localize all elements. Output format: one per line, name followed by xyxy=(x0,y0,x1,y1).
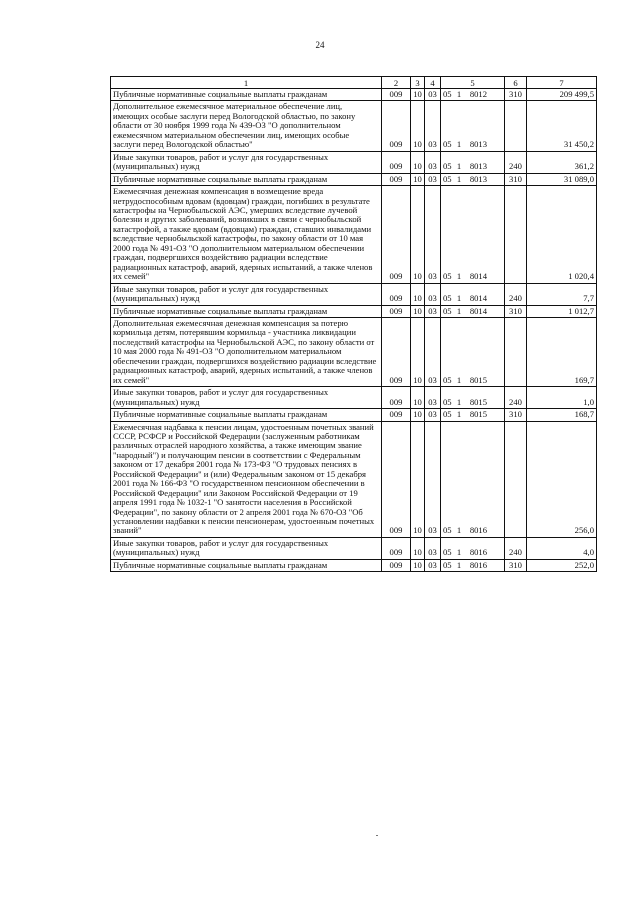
target-article-part: 1 xyxy=(456,271,462,282)
row-section-code: 10 xyxy=(411,559,425,571)
row-amount: 1 012,7 xyxy=(527,305,597,317)
row-section-code: 10 xyxy=(411,305,425,317)
row-ministry-code: 009 xyxy=(382,173,411,185)
row-section-code: 10 xyxy=(411,151,425,173)
col-header-2: 2 xyxy=(382,77,411,89)
row-description: Ежемесячная денежная компенсация в возмещение вреда нетрудоспособным вдовам (вдовцам) граждан, погибших в результате катастрофы на Чернобыльской АЭС, умерших вследствие лучевой болезни и других заболеваний, возникших в связи с чернобыльской катастрофой, а также вдовам (вдовцам) граждан, ставших инвалидами вследствие чернобыльской катастрофы, по закону области от 10 мая 2000 года № 491-ОЗ "О дополнительном материальном обеспечении граждан, подвергшихся воздействию радиации вследствие радиационных катастроф, аварий, ядерных испытаний, а также членов их семей" xyxy=(111,186,382,284)
row-description: Иные закупки товаров, работ и услуг для государственных (муниципальных) нужд xyxy=(111,537,382,559)
table-row xyxy=(111,305,597,317)
target-article-part: 05 xyxy=(443,161,452,172)
target-article-part: 05 xyxy=(443,173,452,184)
row-ministry-code: 009 xyxy=(382,387,411,409)
table-row xyxy=(111,559,597,571)
row-expense-type: 310 xyxy=(505,559,527,571)
row-ministry-code: 009 xyxy=(382,283,411,305)
row-description: Дополнительная ежемесячная денежная компенсация за потерю кормильца детям, потерявшим кормильца - участника ликвидации последствий катастрофы на Чернобыльской АЭС, по закону области от 10 мая 2000 года № 491-ОЗ "О дополнительном материальном обеспечении граждан, подвергшихся воздействию радиации вследствие радиационных катастроф, аварий, ядерных испытаний, а также членов их семей" xyxy=(111,317,382,386)
target-article-part: 1 xyxy=(456,139,462,150)
row-description: Дополнительное ежемесячное материальное обеспечение лиц, имеющих особые заслуги перед Вологодской областью, по закону области от 30 ноября 1999 года № 439-ОЗ "О дополнительном ежемесячном материальном обеспечении лиц, имеющих особые заслуги перед Вологодской областью" xyxy=(111,101,382,151)
row-target-article xyxy=(441,173,505,185)
row-description: Ежемесячная надбавка к пенсии лицам, удостоенным почетных званий СССР, РСФСР и Российской Федерации (заслуженным работникам различных отраслей народного хозяйства, а также имеющим звание "народный") и получающим пенсии в соответствии с Федеральным законом от 17 декабря 2001 года № 173-ФЗ "О трудовых пенсиях в Российской Федерации" и (или) Федеральным законом от 15 декабря 2001 года № 166-ФЗ "О государственном пенсионном обеспечении в Российской Федерации" или Законом Российской Федерации от 19 апреля 1991 года № 1032-1 "О занятости населения в Российской Федерации", по закону области от 2 апреля 2001 года № 670-ОЗ "Об установлении надбавки к пенсии пенсионерам, удостоенным почетных званий" xyxy=(111,421,382,537)
col-header-7: 7 xyxy=(527,77,597,89)
table-row xyxy=(111,101,597,151)
row-expense-type: 240 xyxy=(505,387,527,409)
row-section-code: 10 xyxy=(411,537,425,559)
row-subsection-code: 03 xyxy=(425,173,441,185)
row-ministry-code: 009 xyxy=(382,421,411,537)
target-article-part: 1 xyxy=(456,161,462,172)
row-section-code: 10 xyxy=(411,317,425,386)
row-amount: 361,2 xyxy=(527,151,597,173)
row-ministry-code: 009 xyxy=(382,537,411,559)
row-amount: 256,0 xyxy=(527,421,597,537)
target-article-part: 05 xyxy=(443,396,452,407)
row-subsection-code: 03 xyxy=(425,387,441,409)
table-row xyxy=(111,151,597,173)
target-article-part: 05 xyxy=(443,525,452,536)
row-target-article xyxy=(441,305,505,317)
row-description: Публичные нормативные социальные выплаты гражданам xyxy=(111,559,382,571)
target-article-part: 1 xyxy=(456,374,462,385)
row-amount: 31 089,0 xyxy=(527,173,597,185)
row-ministry-code: 009 xyxy=(382,101,411,151)
target-article-part: 1 xyxy=(456,396,462,407)
row-subsection-code: 03 xyxy=(425,151,441,173)
row-subsection-code: 03 xyxy=(425,186,441,284)
budget-table xyxy=(110,76,597,572)
target-article-part: 05 xyxy=(443,305,452,316)
target-article-part: 1 xyxy=(456,305,462,316)
target-article-part: 8013 xyxy=(469,173,487,184)
row-ministry-code: 009 xyxy=(382,317,411,386)
target-article-part: 8015 xyxy=(469,409,487,420)
row-expense-type: 240 xyxy=(505,151,527,173)
row-target-article xyxy=(441,537,505,559)
row-expense-type xyxy=(505,101,527,151)
row-ministry-code: 009 xyxy=(382,89,411,101)
row-expense-type: 310 xyxy=(505,173,527,185)
row-section-code: 10 xyxy=(411,89,425,101)
row-target-article xyxy=(441,151,505,173)
col-header-3: 3 xyxy=(411,77,425,89)
row-target-article xyxy=(441,409,505,421)
row-amount: 252,0 xyxy=(527,559,597,571)
row-amount: 168,7 xyxy=(527,409,597,421)
row-amount: 31 450,2 xyxy=(527,101,597,151)
row-description: Иные закупки товаров, работ и услуг для государственных (муниципальных) нужд xyxy=(111,151,382,173)
row-expense-type: 310 xyxy=(505,409,527,421)
table-row xyxy=(111,317,597,386)
row-target-article xyxy=(441,89,505,101)
target-article-part: 1 xyxy=(456,409,462,420)
row-subsection-code: 03 xyxy=(425,101,441,151)
table-row xyxy=(111,186,597,284)
row-subsection-code: 03 xyxy=(425,537,441,559)
target-article-part: 8012 xyxy=(469,89,487,99)
target-article-part: 1 xyxy=(456,89,462,99)
row-amount: 1 020,4 xyxy=(527,186,597,284)
row-subsection-code: 03 xyxy=(425,559,441,571)
scan-speck xyxy=(376,835,378,836)
table-row xyxy=(111,173,597,185)
row-amount: 1,0 xyxy=(527,387,597,409)
target-article-part: 8015 xyxy=(469,374,487,385)
table-row xyxy=(111,283,597,305)
table-row xyxy=(111,89,597,101)
target-article-part: 05 xyxy=(443,547,452,558)
row-target-article xyxy=(441,559,505,571)
row-amount: 7,7 xyxy=(527,283,597,305)
row-subsection-code: 03 xyxy=(425,421,441,537)
table-row xyxy=(111,537,597,559)
row-subsection-code: 03 xyxy=(425,283,441,305)
row-expense-type xyxy=(505,421,527,537)
row-description: Иные закупки товаров, работ и услуг для государственных (муниципальных) нужд xyxy=(111,387,382,409)
row-description: Публичные нормативные социальные выплаты гражданам xyxy=(111,409,382,421)
page-number: 24 xyxy=(315,40,325,50)
target-article-part: 8014 xyxy=(469,305,487,316)
target-article-part: 8016 xyxy=(469,559,487,570)
row-ministry-code: 009 xyxy=(382,559,411,571)
table-row xyxy=(111,421,597,537)
row-description: Публичные нормативные социальные выплаты гражданам xyxy=(111,173,382,185)
target-article-part: 8013 xyxy=(469,161,487,172)
row-ministry-code: 009 xyxy=(382,305,411,317)
row-target-article xyxy=(441,387,505,409)
row-expense-type: 240 xyxy=(505,283,527,305)
col-header-1: 1 xyxy=(111,77,382,89)
target-article-part: 8014 xyxy=(469,271,487,282)
row-section-code: 10 xyxy=(411,173,425,185)
target-article-part: 1 xyxy=(456,525,462,536)
row-target-article xyxy=(441,186,505,284)
row-target-article xyxy=(441,421,505,537)
target-article-part: 05 xyxy=(443,559,452,570)
target-article-part: 1 xyxy=(456,293,462,304)
row-amount: 169,7 xyxy=(527,317,597,386)
row-section-code: 10 xyxy=(411,409,425,421)
target-article-part: 05 xyxy=(443,89,452,99)
target-article-part: 1 xyxy=(456,559,462,570)
target-article-part: 8014 xyxy=(469,293,487,304)
row-section-code: 10 xyxy=(411,283,425,305)
target-article-part: 05 xyxy=(443,139,452,150)
row-description: Публичные нормативные социальные выплаты гражданам xyxy=(111,305,382,317)
target-article-part: 8015 xyxy=(469,396,487,407)
col-header-4: 4 xyxy=(425,77,441,89)
row-subsection-code: 03 xyxy=(425,317,441,386)
target-article-part: 1 xyxy=(456,173,462,184)
row-expense-type: 240 xyxy=(505,537,527,559)
row-ministry-code: 009 xyxy=(382,409,411,421)
table-header-row xyxy=(111,77,597,89)
col-header-5: 5 xyxy=(441,77,505,89)
row-section-code: 10 xyxy=(411,387,425,409)
table-row xyxy=(111,387,597,409)
table-row xyxy=(111,409,597,421)
row-description: Иные закупки товаров, работ и услуг для государственных (муниципальных) нужд xyxy=(111,283,382,305)
target-article-part: 05 xyxy=(443,293,452,304)
row-target-article xyxy=(441,317,505,386)
target-article-part: 05 xyxy=(443,271,452,282)
target-article-part: 8013 xyxy=(469,139,487,150)
row-expense-type: 310 xyxy=(505,305,527,317)
row-description: Публичные нормативные социальные выплаты гражданам xyxy=(111,89,382,101)
row-section-code: 10 xyxy=(411,421,425,537)
row-expense-type xyxy=(505,186,527,284)
row-expense-type xyxy=(505,317,527,386)
row-ministry-code: 009 xyxy=(382,186,411,284)
row-section-code: 10 xyxy=(411,101,425,151)
row-target-article xyxy=(441,283,505,305)
col-header-6: 6 xyxy=(505,77,527,89)
row-subsection-code: 03 xyxy=(425,89,441,101)
row-amount: 4,0 xyxy=(527,537,597,559)
row-section-code: 10 xyxy=(411,186,425,284)
row-subsection-code: 03 xyxy=(425,305,441,317)
row-expense-type: 310 xyxy=(505,89,527,101)
target-article-part: 05 xyxy=(443,409,452,420)
row-subsection-code: 03 xyxy=(425,409,441,421)
row-ministry-code: 009 xyxy=(382,151,411,173)
target-article-part: 05 xyxy=(443,374,452,385)
target-article-part: 8016 xyxy=(469,547,487,558)
row-target-article xyxy=(441,101,505,151)
row-amount: 209 499,5 xyxy=(527,89,597,101)
target-article-part: 8016 xyxy=(469,525,487,536)
target-article-part: 1 xyxy=(456,547,462,558)
